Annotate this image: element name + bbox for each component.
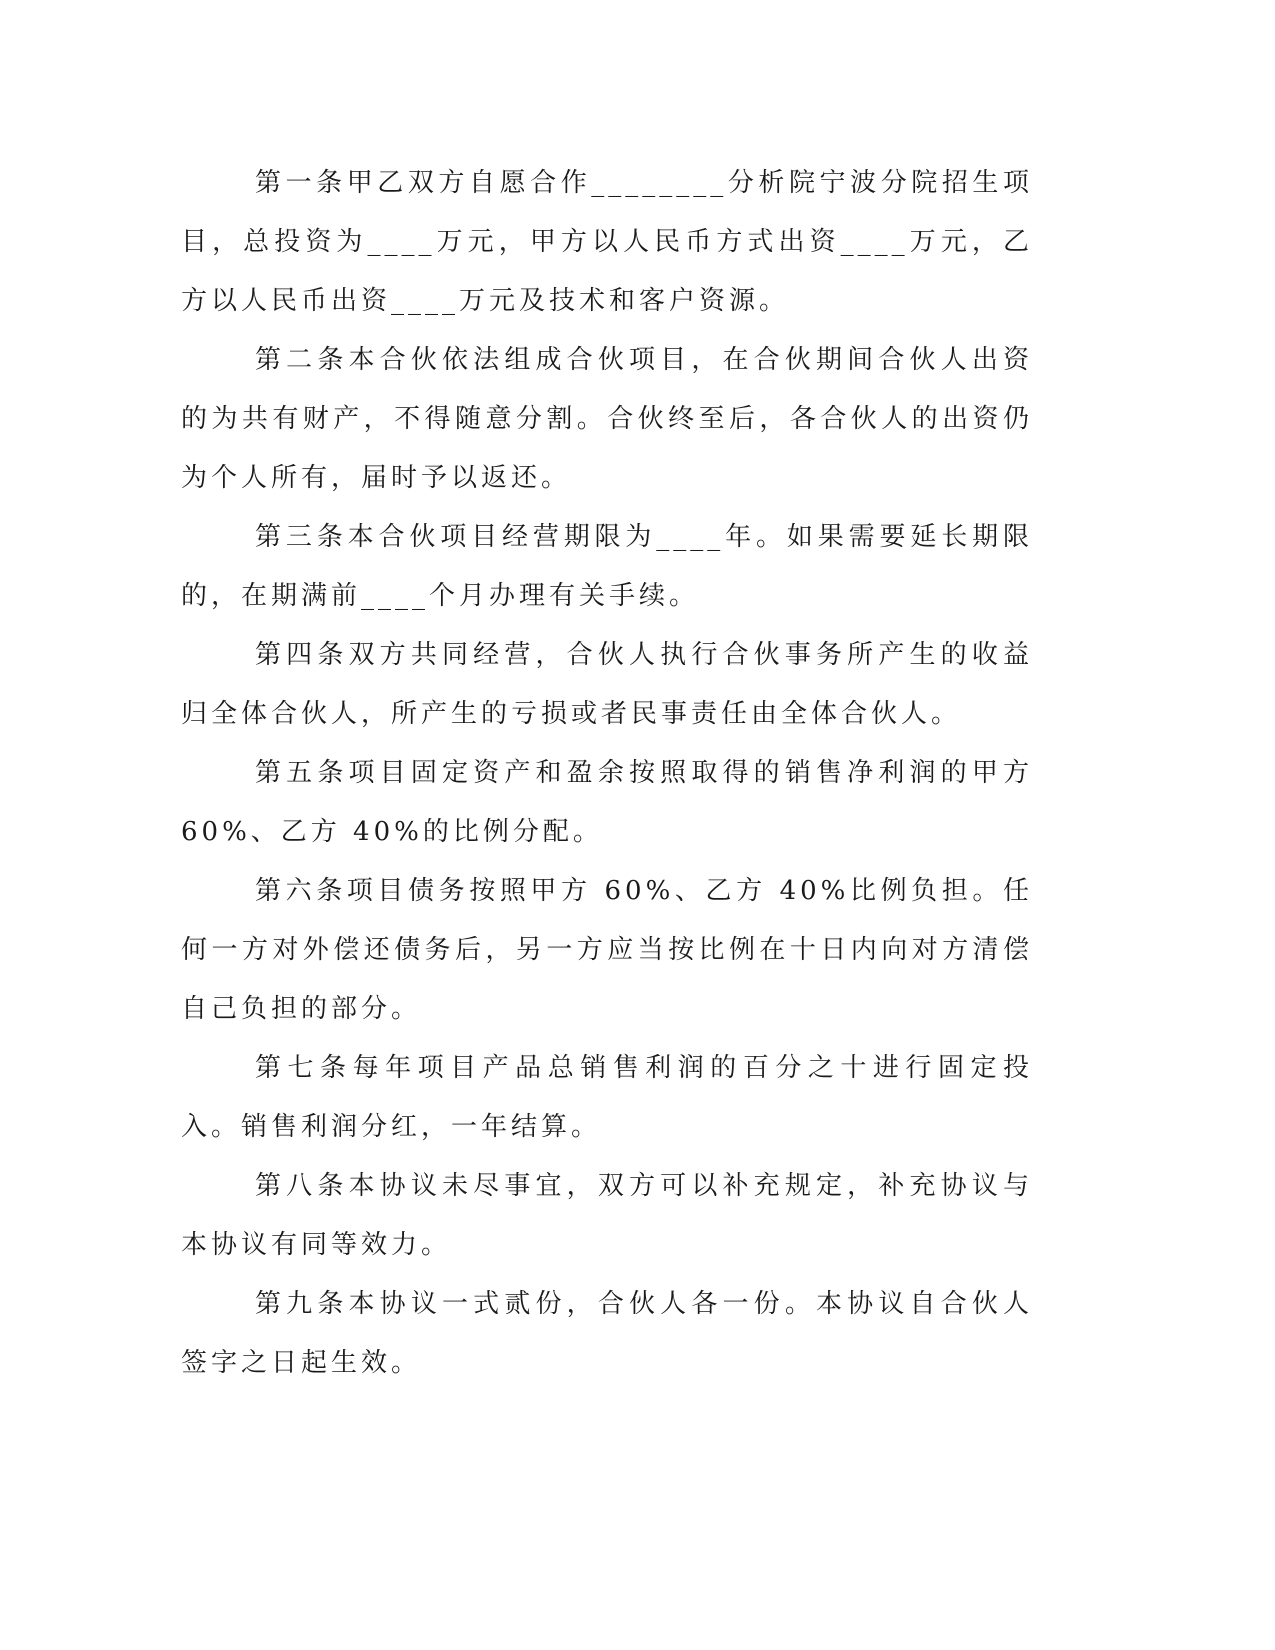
clause-1: 第一条甲乙双方自愿合作________分析院宁波分院招生项目，总投资为____万元，甲方以人民币方式出资____万元，乙方以人民币出资____万元及技术和客户资源。 <box>181 168 1033 316</box>
clause-2: 第二条本合伙依法组成合伙项目，在合伙期间合伙人出资的为共有财产，不得随意分割。合伙终至后，各合伙人的出资仍为个人所有，届时予以返还。 <box>181 345 1033 493</box>
clause-8: 第八条本协议未尽事宜，双方可以补充规定，补充协议与本协议有同等效力。 <box>181 1171 1033 1260</box>
clause-6: 第六条项目债务按照甲方 60%、乙方 40%比例负担。任何一方对外偿还债务后，另一方应当按比例在十日内向对方清偿自己负担的部分。 <box>181 876 1033 1024</box>
clause-3: 第三条本合伙项目经营期限为____年。如果需要延长期限的，在期满前____个月办理有关手续。 <box>181 522 1033 611</box>
document-body <box>181 154 1033 1393</box>
clause-7: 第七条每年项目产品总销售利润的百分之十进行固定投入。销售利润分红，一年结算。 <box>181 1053 1033 1142</box>
clause-4: 第四条双方共同经营，合伙人执行合伙事务所产生的收益归全体合伙人，所产生的亏损或者民事责任由全体合伙人。 <box>181 640 1033 729</box>
clause-9: 第九条本协议一式贰份，合伙人各一份。本协议自合伙人签字之日起生效。 <box>181 1289 1033 1378</box>
clause-5: 第五条项目固定资产和盈余按照取得的销售净利润的甲方 60%、乙方 40%的比例分配。 <box>181 758 1033 847</box>
